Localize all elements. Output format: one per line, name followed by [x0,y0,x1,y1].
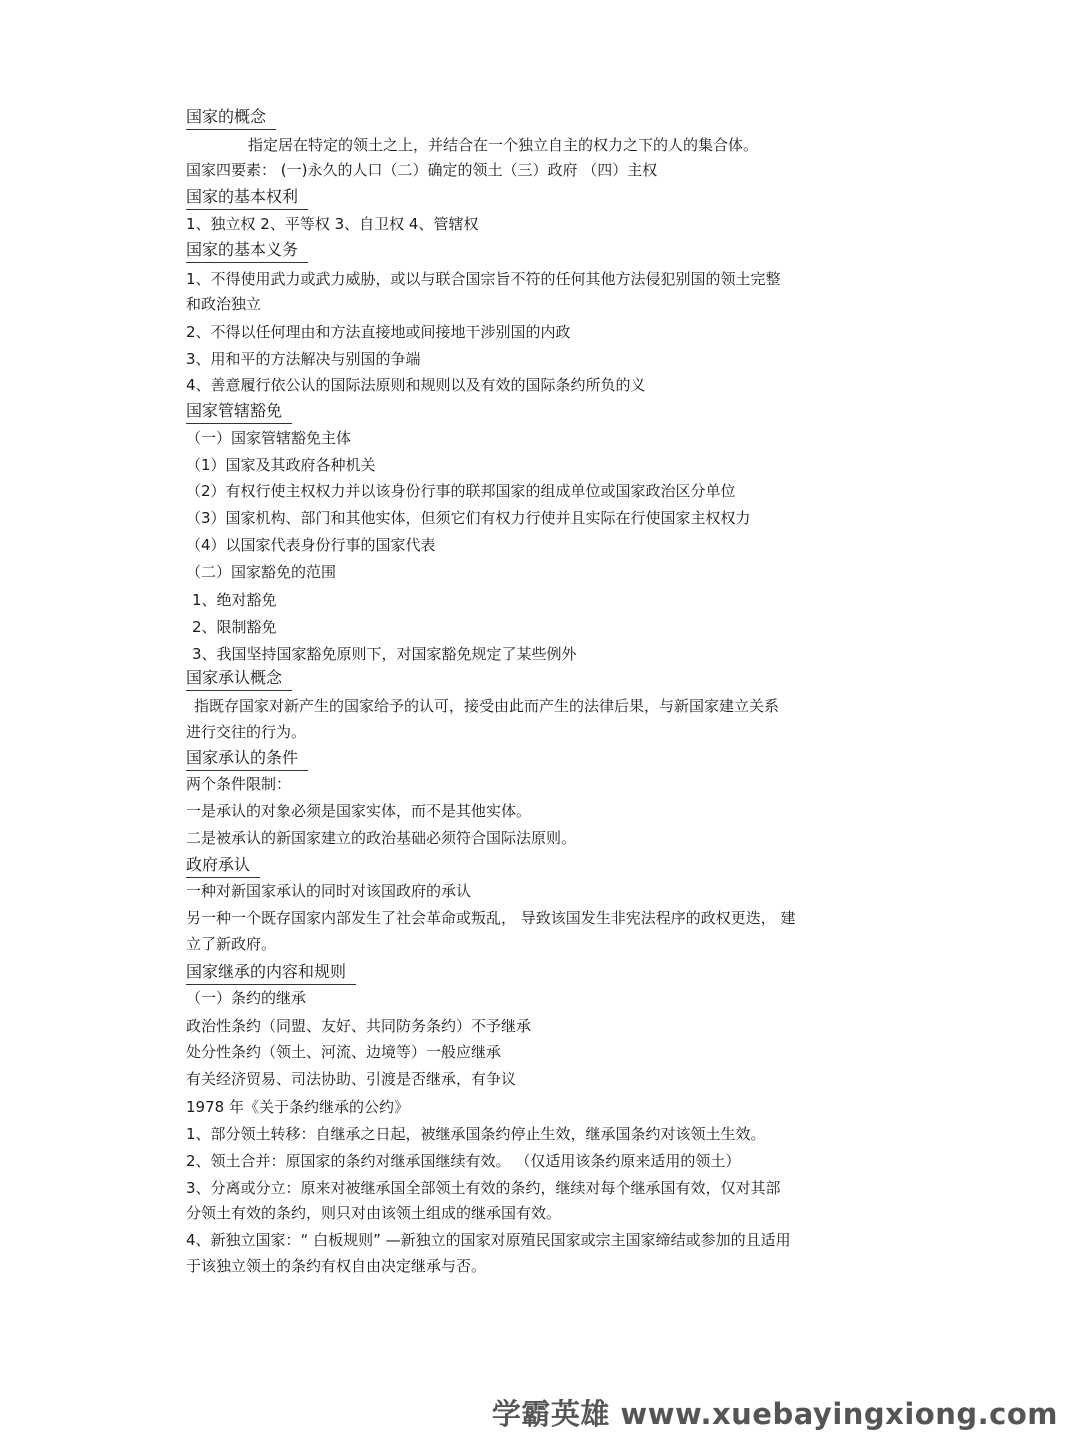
text-line: 于该独立领土的条约有权自由决定继承与否。 [186,1257,487,1275]
text-line: 和政治独立 [186,295,262,313]
text-line: 1、绝对豁免 [192,591,277,609]
text-line: （一）条约的继承 [186,989,307,1007]
text-line: 一种对新国家承认的同时对该国政府的承认 [186,882,472,900]
text-line: （一）国家管辖豁免主体 [186,429,352,447]
text-line: 1、部分领土转移：自继承之日起，被继承国条约停止生效，继承国条约对该领土生效。 [186,1125,766,1143]
text-line: 1、不得使用武力或武力威胁，或以与联合国宗旨不符的任何其他方法侵犯别国的领土完整 [186,270,781,288]
section-heading: 国家承认的条件 [186,748,299,767]
text-line: 政治性条约（同盟、友好、共同防务条约）不予继承 [186,1017,532,1035]
text-line: 2、不得以任何理由和方法直接地或间接地干涉别国的内政 [186,323,571,341]
text-line: 两个条件限制： [186,775,292,793]
section-heading: 政府承认 [186,855,251,874]
text-line: 进行交往的行为。 [186,723,307,741]
text-line: 4、新独立国家：“ 白板规则” —新独立的国家对原殖民国家或宗主国家缔结或参加的且适用 [186,1231,791,1249]
text-line: 分领土有效的条约，则只对由该领土组成的继承国有效。 [186,1204,562,1222]
section-heading: 国家承认概念 [186,668,283,687]
text-line: 2、领土合并：原国家的条约对继承国继续有效。 （仅适用该条约原来适用的领土） [186,1152,741,1170]
text-line: 二是被承认的新国家建立的政治基础必须符合国际法原则。 [186,829,577,847]
text-line: 3、用和平的方法解决与别国的争端 [186,350,421,368]
section-heading: 国家管辖豁免 [186,401,283,420]
text-line: 指定居在特定的领土之上，并结合在一个独立自主的权力之下的人的集合体。 [248,136,759,154]
text-line: 1978 年《关于条约继承的公约》 [186,1098,409,1116]
text-line: 3、我国坚持国家豁免原则下，对国家豁免规定了某些例外 [192,645,577,663]
text-line: 指既存国家对新产生的国家给予的认可，接受由此而产生的法律后果，与新国家建立关系 [194,697,780,715]
text-line: 4、善意履行依公认的国际法原则和规则以及有效的国际条约所负的义 [186,376,646,394]
text-line: 处分性条约（领土、河流、边境等）一般应继承 [186,1043,502,1061]
text-line: 有关经济贸易、司法协助、引渡是否继承，有争议 [186,1070,517,1088]
text-line: （二）国家豁免的范围 [186,563,337,581]
text-line: （1）国家及其政府各种机关 [186,456,376,474]
text-line: 另一种一个既存国家内部发生了社会革命或叛乱， 导致该国发生非宪法程序的政权更迭， 建 [186,909,796,927]
text-line: 3、分离或分立：原来对被继承国全部领土有效的条约，继续对每个继承国有效，仅对其部 [186,1179,781,1197]
text-line: 1、独立权 2、平等权 3、自卫权 4、管辖权 [186,215,479,233]
text-line: （2）有权行使主权权力并以该身份行事的联邦国家的组成单位或国家政治区分单位 [186,482,736,500]
text-line: 国家四要素： (一)永久的人口（二）确定的领土（三）政府 （四）主权 [186,161,658,179]
text-line: 2、限制豁免 [192,618,277,636]
section-heading: 国家继承的内容和规则 [186,962,347,981]
section-heading: 国家的基本权利 [186,187,299,206]
text-line: （3）国家机构、部门和其他实体，但须它们有权力行使并且实际在行使国家主权权力 [186,509,751,527]
text-line: （4）以国家代表身份行事的国家代表 [186,536,436,554]
text-line: 一是承认的对象必须是国家实体，而不是其他实体。 [186,802,532,820]
text-line: 立了新政府。 [186,935,277,953]
section-heading: 国家的概念 [186,107,267,126]
watermark: 学霸英雄 www.xuebayingxiong.com [491,1397,1058,1431]
section-heading: 国家的基本义务 [186,240,299,259]
